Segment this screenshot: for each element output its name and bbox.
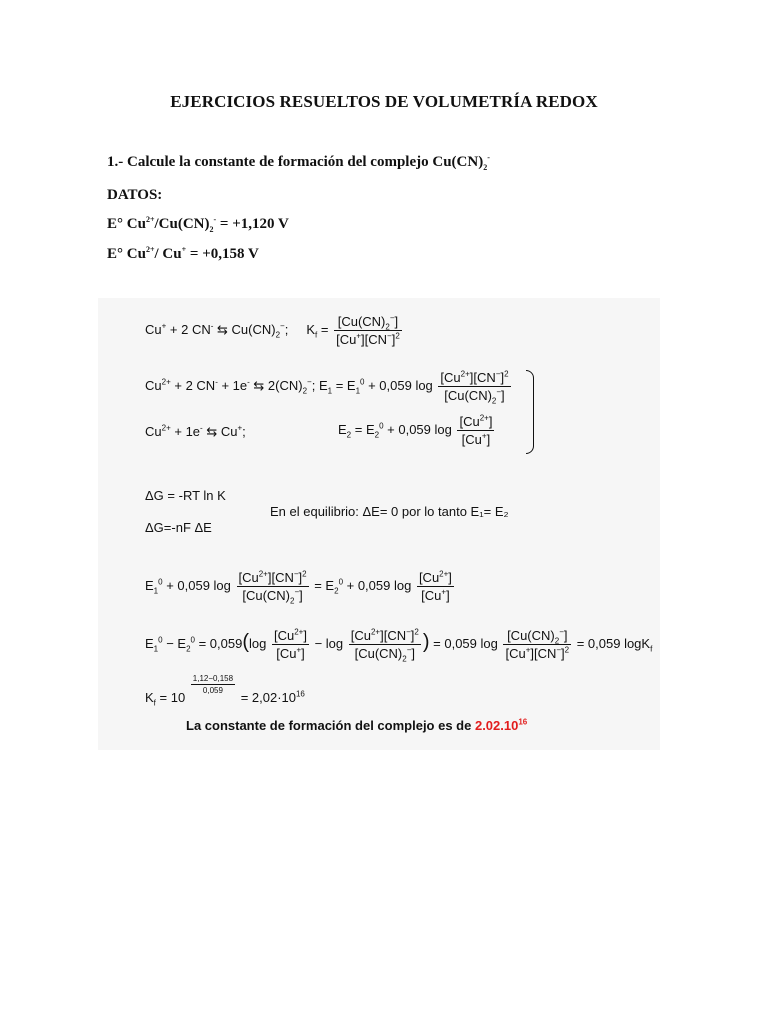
solution-image bbox=[98, 298, 660, 750]
datos-label: DATOS: bbox=[107, 187, 163, 203]
kf-result: $K_f = 10$ $\frac{1,12-0,158}{0,059}$ = $2,02\cdot 10^{16}$ bbox=[145, 674, 305, 708]
nernst-2: $E_2 = E_2^0 + 0,059$ log $\frac{[Cu^{2+}]}{[Cu^+]}$ bbox=[338, 413, 493, 447]
conclusion-value: 2.02.10$^{16}$ bbox=[474, 717, 528, 733]
formation-equation: Cu+ + 2 CN- ⇆ $Cu(CN)_2^-$; $K_f$ = $\frac{[Cu(CN)_2^-]}{[Cu^+][CN^-]^2}$ bbox=[145, 313, 400, 347]
half-reaction-2: $Cu^{2+} + 1e^-$ ⇆ Cu+; bbox=[145, 423, 246, 439]
potential-difference: $E_1^0 - E_2^0 = 0,059(\log$ $\frac{[Cu^{2+}]}{[Cu^+]}$ − log $\frac{[Cu^{2+}][CN^-]^2}{[Cu(CN)_2^-]}$ ) = 0,059 log $\frac{[Cu(CN)_2^-]}{[Cu^+][CN^-]^2}$ = 0,059 logK$_f$ bbox=[145, 627, 653, 664]
potential-1: E° $Cu^{2+}/Cu(CN)_2^- = +1,120$ V bbox=[107, 215, 289, 234]
page-title: EJERCICIOS RESUELTOS DE VOLUMETRÍA REDOX bbox=[170, 92, 598, 111]
exercise-prompt: 1.- Calcule la constante de formación del complejo $Cu(CN)_2^-$ bbox=[107, 153, 490, 172]
half-reaction-1: $Cu^{2+} + 2$ CN- + 1e- ⇆ $2(CN)_2^-$; $E_1 = E_1^0 + 0,059$ log $\frac{[Cu^{2+}][CN^-]^2}{[Cu(CN)_2^-]}$ bbox=[145, 369, 509, 406]
equilibrium-note: En el equilibrio: ΔE= 0 por lo tanto E₁= E₂ bbox=[270, 504, 509, 519]
system-brace bbox=[526, 370, 534, 454]
potential-2: E° $Cu^{2+}/$ Cu+ = +0,158 V bbox=[107, 245, 259, 262]
energy-relation-2: ΔG=-nF ΔE bbox=[145, 520, 212, 535]
potential-equality: $E_1^0 + 0,059$ log $\frac{[Cu^{2+}][CN^-]^2}{[Cu(CN)_2^-]}$ = $E_2^0 + 0,059$ log $\frac{[Cu^{2+}]}{[Cu^+]}$ bbox=[145, 569, 452, 606]
energy-relation-1: ΔG = -RT ln K bbox=[145, 488, 226, 503]
conclusion: La constante de formación del complejo es de 2.02.10$^{16}$ bbox=[186, 717, 528, 733]
